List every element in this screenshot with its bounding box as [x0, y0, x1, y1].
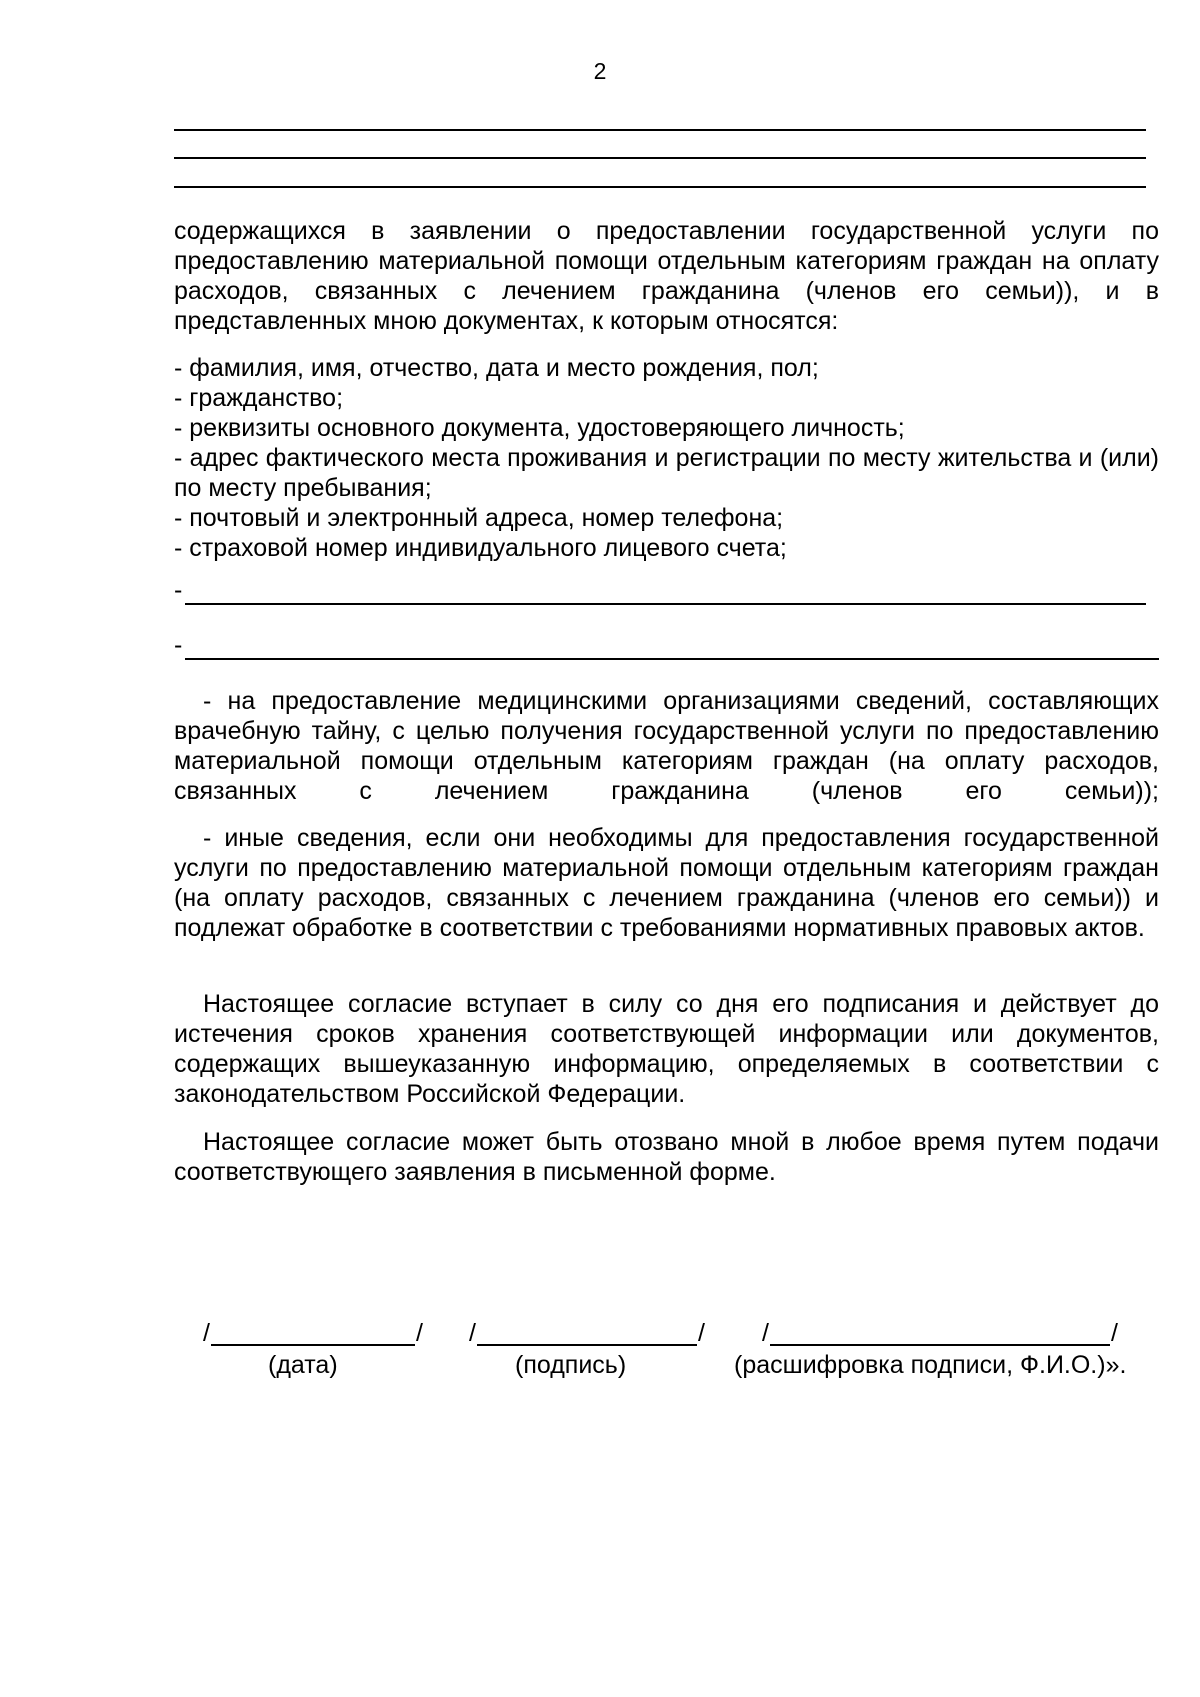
slash: / [698, 1319, 705, 1347]
blank-item-dash: - [174, 631, 183, 659]
signature-caption: (подпись) [515, 1351, 627, 1379]
revocation-paragraph: Настоящее согласие может быть отозвано мной в любое время путем подачи соответствующего заявления в письменной форме. [174, 1128, 1159, 1186]
page-number: 2 [593, 58, 607, 84]
slash: / [1111, 1319, 1118, 1347]
slash: / [416, 1319, 423, 1347]
validity-paragraph: Настоящее согласие вступает в силу со дня его подписания и действует до истечения сроков хранения соответствующей информации или документов, содержащих вышеуказанную информацию, определяемых в соответствии с законодательством Российской Федерации. [174, 990, 1159, 1108]
name-caption: (расшифровка подписи, Ф.И.О.)». [734, 1351, 1127, 1379]
blank-item-line [185, 603, 1146, 605]
blank-rule-2 [174, 157, 1146, 159]
signature-field [469, 1318, 709, 1348]
name-line [770, 1344, 1110, 1346]
blank-rule-3 [174, 186, 1146, 188]
date-field [203, 1318, 425, 1348]
intro-paragraph: содержащихся в заявлении о предоставлении государственной услуги по предоставлению материальной помощи отдельным категориям граждан на оплату расходов, связанных с лечением гражданина (членов его семьи)), и в представленных мною документах, к которым относятся: [174, 217, 1159, 335]
list-item: - почтовый и электронный адреса, номер телефона; [174, 504, 784, 532]
name-field [762, 1318, 1122, 1348]
blank-item-dash: - [174, 576, 183, 604]
blank-item-line [185, 658, 1159, 660]
signature-line [477, 1344, 697, 1346]
medical-secret-paragraph: - на предоставление медицинскими организациями сведений, составляющих врачебную тайну, с целью получения государственной услуги по предоставлению материальной помощи отдельным категориям граждан (на оплату расходов, связанных с лечением гражданина (членов его семьи)); [174, 687, 1159, 805]
personal-data-list [174, 353, 1159, 563]
date-line [211, 1344, 415, 1346]
list-item: - гражданство; [174, 384, 344, 412]
list-item: - страховой номер индивидуального лицевого счета; [174, 534, 787, 562]
slash: / [469, 1319, 476, 1347]
list-item: - адрес фактического места проживания и регистрации по месту жительства и (или) по месту пребывания; [174, 444, 1159, 502]
blank-rule-1 [174, 129, 1146, 131]
list-item: - фамилия, имя, отчество, дата и место рождения, пол; [174, 354, 819, 382]
slash: / [203, 1319, 210, 1347]
date-caption: (дата) [268, 1351, 338, 1379]
blank-list-item-1 [174, 575, 1146, 605]
other-data-paragraph: - иные сведения, если они необходимы для предоставления государственной услуги по предоставлению материальной помощи отдельным категориям граждан (на оплату расходов, связанных с лечением гражданина (членов его семьи)) и подлежат обработке в соответствии с требованиями нормативных правовых актов. [174, 824, 1159, 942]
blank-list-item-2 [174, 630, 1159, 660]
slash: / [762, 1319, 769, 1347]
list-item: - реквизиты основного документа, удостоверяющего личность; [174, 414, 905, 442]
